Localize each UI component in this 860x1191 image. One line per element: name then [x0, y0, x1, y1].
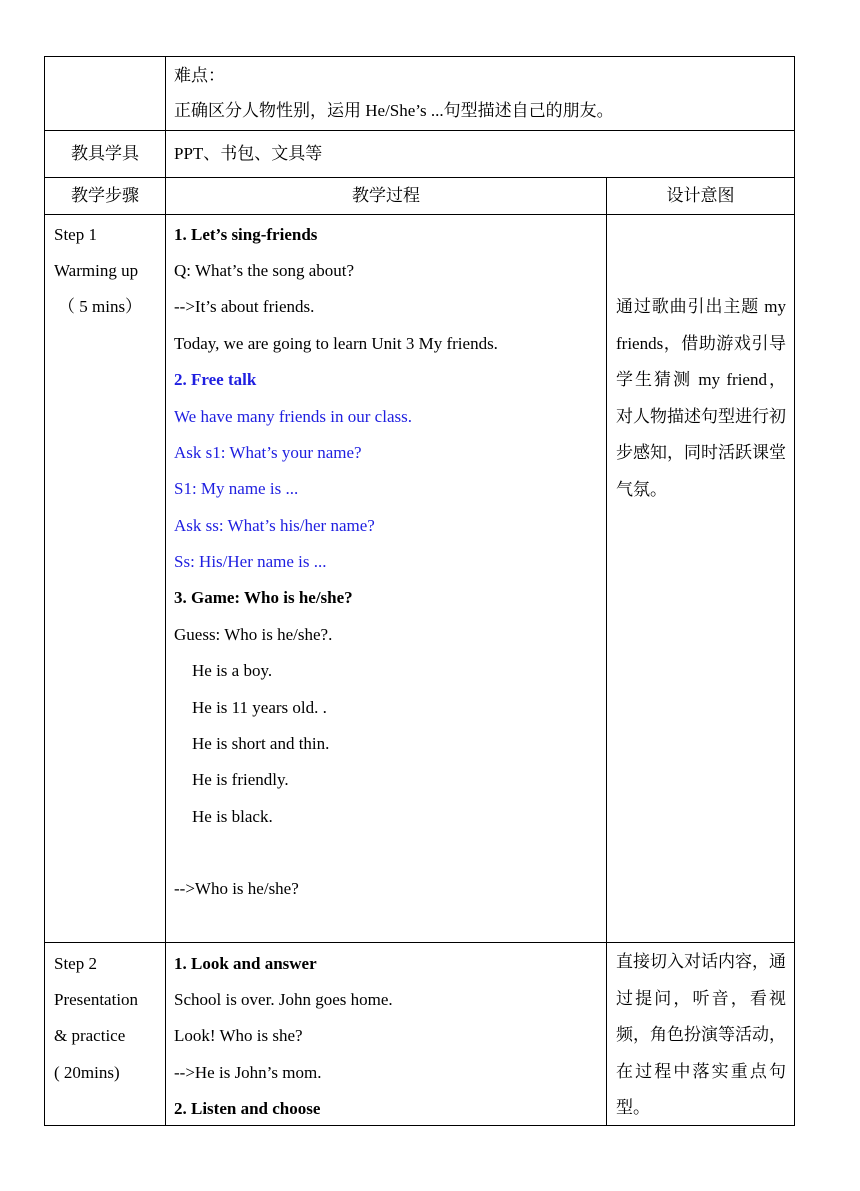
border-row4 — [44, 942, 795, 943]
difficulty-label: 难点： — [174, 66, 225, 85]
step1-line: He is short and thin. — [192, 734, 330, 753]
step1-intent: 通过歌曲引出主题 my friends，借助游戏引导学生猜测 my friend，对人物描述句型进行初步感知，同时活跃课堂气氛。 — [616, 297, 786, 499]
materials-value: PPT、书包、文具等 — [174, 144, 323, 163]
step2-heading-look: 1. Look and answer — [174, 954, 317, 973]
difficulty-text: 正确区分人物性别，运用 He/She’s ...句型描述自己的朋友。 — [174, 101, 614, 120]
step1-line: Today, we are going to learn Unit 3 My friends. — [174, 334, 498, 353]
border-row1 — [44, 130, 795, 131]
step1-line: -->It’s about friends. — [174, 297, 315, 316]
header-steps: 教学步骤 — [71, 186, 139, 205]
step1-line: -->Who is he/she? — [174, 879, 299, 898]
step2-name: Step 2 — [54, 954, 97, 973]
step1-line: We have many friends in our class. — [174, 407, 412, 426]
border-row3 — [44, 214, 795, 215]
step2-line: -->He is John’s mom. — [174, 1063, 322, 1082]
step2-line: School is over. John goes home. — [174, 990, 393, 1009]
step1-stage: Warming up — [54, 261, 139, 280]
step1-line: He is black. — [192, 807, 273, 826]
step1-line: He is a boy. — [192, 661, 273, 680]
step1-heading-sing: 1. Let’s sing-friends — [174, 225, 318, 244]
materials-label: 教具学具 — [71, 144, 139, 163]
step2-intent: 直接切入对话内容，通过提问，听音，看视频，角色扮演等活动，在过程中落实重点句型。 — [616, 952, 786, 1117]
border-right — [794, 56, 795, 1126]
step2-time: ( 20mins) — [54, 1063, 120, 1082]
step1-line: Guess: Who is he/she?. — [174, 625, 333, 644]
step1-name: Step 1 — [54, 225, 97, 244]
step1-line: He is 11 years old. . — [192, 698, 327, 717]
step1-time: （ 5 mins） — [58, 297, 143, 316]
step1-heading-game: 3. Game: Who is he/she? — [174, 588, 353, 607]
border-col2 — [606, 177, 607, 1126]
border-row2 — [44, 177, 795, 178]
step1-line: Q: What’s the song about? — [174, 261, 355, 280]
step1-line: Ss: His/Her name is ... — [174, 552, 327, 571]
step2-heading-listen: 2. Listen and choose — [174, 1099, 321, 1118]
header-process: 教学过程 — [352, 186, 420, 205]
header-intent: 设计意图 — [666, 186, 735, 205]
step2-stage2: & practice — [54, 1026, 126, 1045]
step1-line: He is friendly. — [192, 770, 289, 789]
border-left — [44, 56, 45, 1126]
step1-line: Ask s1: What’s your name? — [174, 443, 362, 462]
step1-line: S1: My name is ... — [174, 479, 299, 498]
step2-stage: Presentation — [54, 990, 139, 1009]
border-col1 — [165, 56, 166, 1126]
border-top — [44, 56, 795, 57]
step2-line: Look! Who is she? — [174, 1026, 303, 1045]
step1-line: Ask ss: What’s his/her name? — [174, 516, 375, 535]
step1-heading-free-talk: 2. Free talk — [174, 370, 257, 389]
